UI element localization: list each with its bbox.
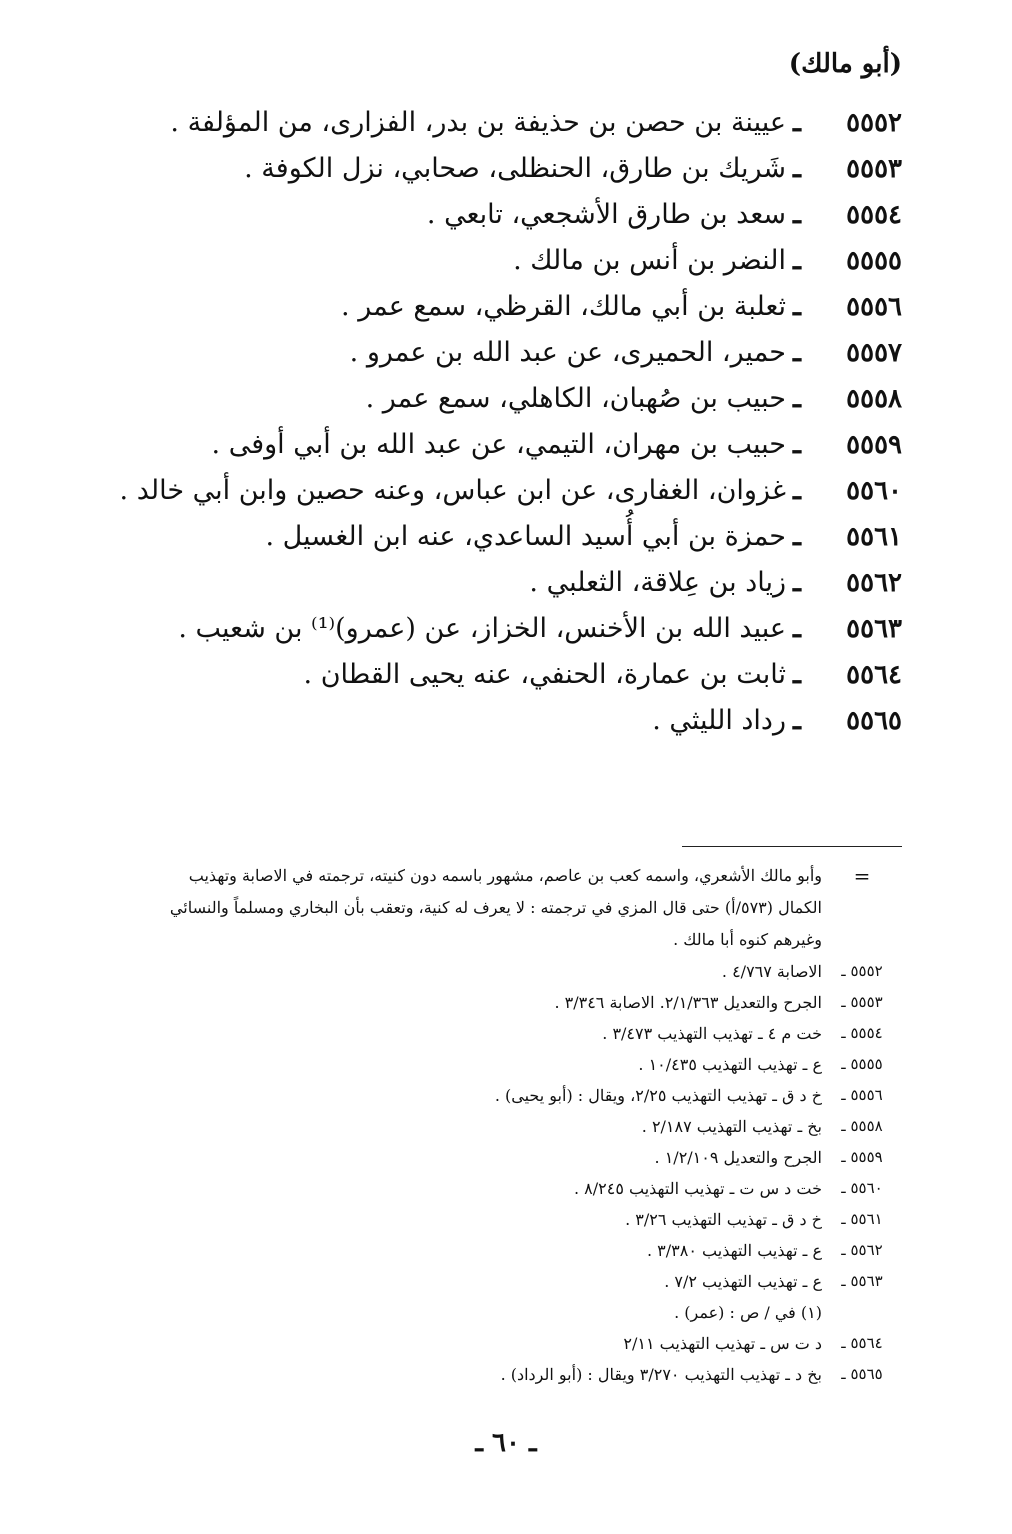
footnote-number: ٥٥٦٣ ـ — [841, 1272, 883, 1290]
footnote-number: ٥٥٥٤ ـ — [841, 1024, 883, 1042]
footnotes — [102, 860, 902, 1390]
entry-number: ٥٥٥٣ — [846, 154, 902, 184]
entry — [122, 100, 902, 146]
footnote-text: خ د ق ـ تهذيب التهذيب ٢/٢٥، ويقال : (أبو يحيى) . — [494, 1086, 822, 1105]
footnote-number: ٥٥٥٥ ـ — [841, 1055, 883, 1073]
footnote-separator — [682, 846, 902, 847]
footnote-text: الجرح والتعديل ١/٢/١٠٩ . — [654, 1148, 822, 1167]
continuation-line: الكمال (٥٧٣/أ) حتى قال المزي في ترجمته : لا يعرف له كنية، وتعقب بأن البخاري ومسلماً والنسائي — [169, 898, 822, 917]
entry-text: النضر بن أنس بن مالك . — [513, 245, 786, 276]
footnote-text: خ د ق ـ تهذيب التهذيب ٣/٢٦ . — [625, 1210, 822, 1229]
entry-text: سعد بن طارق الأشجعي، تابعي . — [426, 199, 786, 230]
entry-number: ٥٥٥٩ — [846, 430, 902, 460]
entry-dash: ـ — [793, 475, 801, 506]
entry-text: غزوان، الغفارى، عن ابن عباس، وعنه حصين وابن أبي خالد . — [119, 475, 786, 506]
entry-text: حبيب بن مهران، التيمي، عن عبد الله بن أبي أوفى . — [211, 429, 786, 460]
entry-number: ٥٥٦٤ — [846, 660, 902, 690]
footnote-row — [102, 1080, 902, 1111]
entry-number: ٥٥٦٣ — [846, 614, 902, 644]
footnote-number: ٥٥٥٩ ـ — [841, 1148, 883, 1166]
entry-dash: ـ — [793, 567, 801, 598]
entry-number: ٥٥٦٢ — [846, 568, 902, 598]
footnote-row — [102, 1359, 902, 1390]
continuation-line: وغيرهم كنوه أبا مالك . — [673, 930, 822, 949]
footnote-text: الجرح والتعديل ٢/١/٣٦٣. الاصابة ٣/٣٤٦ . — [554, 993, 822, 1012]
entry — [122, 376, 902, 422]
entry — [122, 560, 902, 606]
entry-dash: ـ — [793, 153, 801, 184]
entry-text: رداد الليثي . — [652, 705, 786, 736]
entry-dash: ـ — [793, 291, 801, 322]
entry-text: عيينة بن حصن بن حذيفة بن بدر، الفزارى، من المؤلفة . — [170, 107, 786, 138]
footnote-text: (١) في / ص : (عمر) . — [674, 1303, 822, 1322]
entry-number: ٥٥٥٨ — [846, 384, 902, 414]
footnote-text: خت د س ت ـ تهذيب التهذيب ٨/٢٤٥ . — [573, 1179, 822, 1198]
entry-number: ٥٥٥٢ — [846, 108, 902, 138]
entry-dash: ـ — [793, 107, 801, 138]
entry — [122, 238, 902, 284]
entry — [122, 652, 902, 698]
footnote-row — [102, 1328, 902, 1359]
footnote-text: ع ـ تهذيب التهذيب ٧/٢ . — [664, 1272, 822, 1291]
entry-text: حمير، الحميرى، عن عبد الله بن عمرو . — [349, 337, 786, 368]
footnote-row — [102, 1235, 902, 1266]
entry — [122, 192, 902, 238]
entry-dash: ـ — [793, 521, 801, 552]
footnote-row — [102, 1266, 902, 1297]
entry-text: شَريك بن طارق، الحنظلى، صحابي، نزل الكوفة . — [244, 153, 786, 184]
footnote-number: ٥٥٦٢ ـ — [841, 1241, 883, 1259]
entry-dash: ـ — [793, 659, 801, 690]
entry-text: حمزة بن أبي أُسيد الساعدي، عنه ابن الغسيل . — [265, 521, 786, 552]
entry-dash: ـ — [793, 245, 801, 276]
entry — [122, 606, 902, 652]
entry-dash: ـ — [793, 429, 801, 460]
footnote-text: ع ـ تهذيب التهذيب ١٠/٤٣٥ . — [638, 1055, 822, 1074]
entry-number: ٥٥٦٥ — [846, 706, 902, 736]
entry-number: ٥٥٦٠ — [846, 476, 902, 506]
entry-text: ثابت بن عمارة، الحنفي، عنه يحيى القطان . — [303, 659, 786, 690]
entry-text: زياد بن عِلاقة، الثعلبي . — [529, 567, 786, 598]
footnote-row — [102, 1111, 902, 1142]
footnote-text: الاصابة ٤/٧٦٧ . — [721, 962, 822, 981]
footnote-text: د ت س ـ تهذيب التهذيب ٢/١١ — [623, 1334, 822, 1353]
page-number: ـ ٦٠ ـ — [475, 1428, 537, 1458]
entry-text: عبيد الله بن الأخنس، الخزاز، عن (عمرو)⁽¹⁾ بن شعيب . — [178, 613, 786, 644]
entry-number: ٥٥٥٦ — [846, 292, 902, 322]
entry-dash: ـ — [793, 199, 801, 230]
footnote-continuation — [102, 860, 902, 956]
entry-number: ٥٥٥٥ — [846, 246, 902, 276]
footnote-number: ٥٥٦١ ـ — [841, 1210, 883, 1228]
footnote-number: ٥٥٦٥ ـ — [841, 1365, 883, 1383]
entries-list — [119, 100, 902, 744]
entry — [122, 698, 902, 744]
footnote-number: ٥٥٥٨ ـ — [841, 1117, 883, 1135]
footnote-row — [102, 1142, 902, 1173]
footnote-row — [102, 987, 902, 1018]
running-head: (أبو مالك) — [788, 49, 902, 79]
continuation-marker: = — [853, 864, 871, 888]
footnote-row — [102, 1018, 902, 1049]
entry-text: حبيب بن صُهبان، الكاهلي، سمع عمر . — [365, 383, 786, 414]
footnote-number: ٥٥٥٢ ـ — [841, 962, 883, 980]
footnote-number: ٥٥٦٠ ـ — [841, 1179, 883, 1197]
footnote-number: ٥٥٥٣ ـ — [841, 993, 883, 1011]
footnote-row — [102, 1204, 902, 1235]
entry — [122, 284, 902, 330]
footnote-row — [102, 1173, 902, 1204]
footnote-row — [102, 1049, 902, 1080]
entry-dash: ـ — [793, 705, 801, 736]
entry-number: ٥٥٥٧ — [846, 338, 902, 368]
entry-number: ٥٥٦١ — [846, 522, 902, 552]
entry-number: ٥٥٥٤ — [846, 200, 902, 230]
footnote-text: بخ د ـ تهذيب التهذيب ٣/٢٧٠ ويقال : (أبو الرداد) . — [500, 1365, 822, 1384]
entry-dash: ـ — [793, 613, 801, 644]
footnote-text: خت م ٤ ـ تهذيب التهذيب ٣/٤٧٣ . — [602, 1024, 822, 1043]
entry — [122, 514, 902, 560]
entry — [122, 330, 902, 376]
entry — [122, 146, 902, 192]
entry-dash: ـ — [793, 383, 801, 414]
entry — [122, 422, 902, 468]
entry — [119, 468, 902, 514]
footnote-number: ٥٥٦٤ ـ — [841, 1334, 883, 1352]
footnote-number: ٥٥٥٦ ـ — [841, 1086, 883, 1104]
footnote-text: ع ـ تهذيب التهذيب ٣/٣٨٠ . — [647, 1241, 822, 1260]
footnote-row — [102, 1297, 902, 1328]
entry-text: ثعلبة بن أبي مالك، القرظي، سمع عمر . — [341, 291, 786, 322]
footnote-number — [822, 1297, 902, 1328]
continuation-line: وأبو مالك الأشعري، واسمه كعب بن عاصم، مشهور باسمه دون كنيته، ترجمته في الاصابة وتهذيب — [188, 866, 822, 885]
entry-dash: ـ — [793, 337, 801, 368]
footnote-text: بخ ـ تهذيب التهذيب ٢/١٨٧ . — [641, 1117, 822, 1136]
footnote-row — [102, 956, 902, 987]
